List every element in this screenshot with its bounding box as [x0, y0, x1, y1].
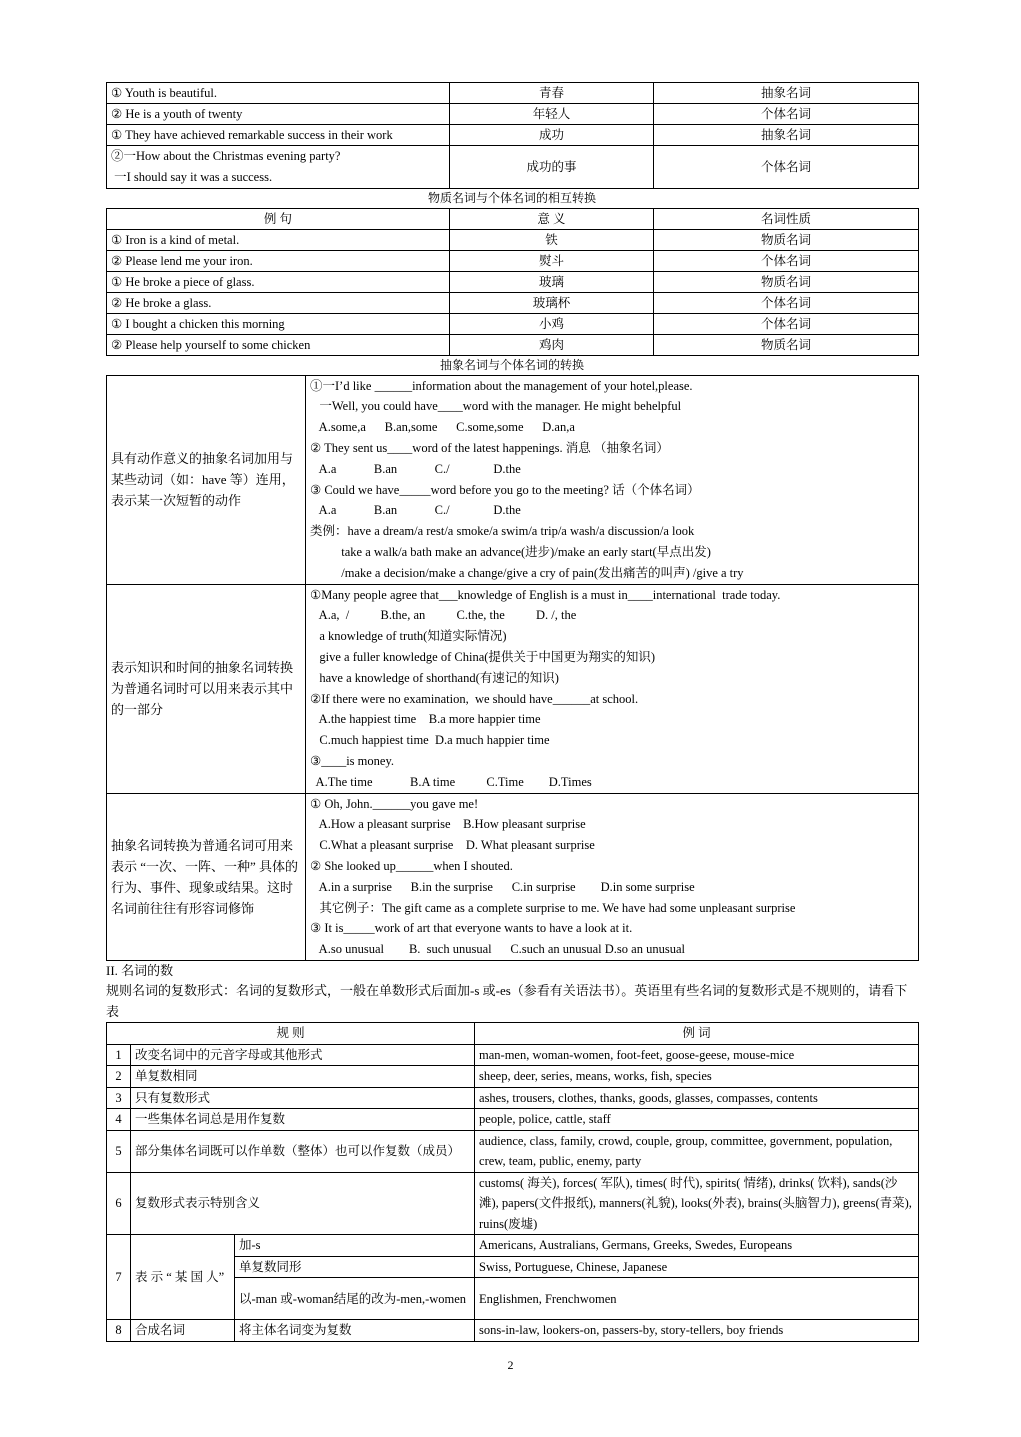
header-row	[107, 1023, 919, 1045]
type-cell: 个体名词	[654, 250, 919, 271]
subrule-cell: 加-s	[235, 1235, 475, 1257]
table-row	[107, 1172, 919, 1235]
description-cell: 抽象名词转换为普通名词可用来表示 “一次、一阵、一种” 具体的行为、事件、现象或结果。这时名词前往往有形容词修饰	[107, 793, 306, 960]
column-header: 名词性质	[654, 208, 919, 229]
type-cell: 个体名词	[654, 104, 919, 125]
example-line: ① Oh, John.______you gave me!	[310, 796, 479, 811]
table-row	[107, 1066, 919, 1088]
examples-cell: ashes, trousers, clothes, thanks, goods, glasses, compasses, contents	[475, 1087, 919, 1109]
row-number: 7	[107, 1235, 131, 1320]
row-number: 2	[107, 1066, 131, 1088]
example-line: ② She looked up______when I shouted.	[310, 858, 513, 873]
rule-cell: 只有复数形式	[131, 1087, 475, 1109]
meaning-cell: 熨斗	[450, 250, 654, 271]
example-cell	[107, 146, 450, 189]
rule-cell: 改变名词中的元音字母或其他形式	[131, 1044, 475, 1066]
example-line: A.a, / B.the, an C.the, the D. /, the	[310, 608, 577, 623]
example-line: ①一I’d like ______information about the management of your hotel,please.	[310, 378, 693, 393]
example-line: A.a B.an C./ D.the	[310, 461, 521, 476]
example-cell: ② He broke a glass.	[107, 292, 450, 313]
meaning-cell: 鸡肉	[450, 334, 654, 355]
type-cell: 抽象名词	[654, 125, 919, 146]
material-noun-table	[106, 208, 919, 356]
youth-success-table	[106, 82, 919, 189]
example-line: ①Many people agree that___knowledge of English is a must in____international trade today.	[310, 587, 781, 602]
table-row	[107, 584, 919, 793]
table-row	[107, 229, 919, 250]
meaning-cell: 成功的事	[450, 146, 654, 189]
subrule-cell: 将主体名词变为复数	[235, 1320, 475, 1342]
description-cell: 表示知识和时间的抽象名词转换为普通名词时可以用来表示其中的一部分	[107, 584, 306, 793]
row-number: 1	[107, 1044, 131, 1066]
example-line: ② They sent us____word of the latest happenings. 消息 （抽象名词）	[310, 441, 669, 455]
table-row	[107, 292, 919, 313]
table-row	[107, 104, 919, 125]
header-row	[107, 208, 919, 229]
examples-cell: man-men, woman-women, foot-feet, goose-geese, mouse-mice	[475, 1044, 919, 1066]
meaning-cell: 青春	[450, 83, 654, 104]
example-line: /make a decision/make a change/give a cry of pain(发出痛苦的叫声) /give a try	[310, 565, 744, 580]
abstract-noun-caption: 抽象名词与个体名词的转换	[439, 357, 584, 372]
table-row	[107, 375, 919, 584]
column-header: 例 词	[475, 1023, 919, 1045]
type-cell: 物质名词	[654, 334, 919, 355]
table-row	[107, 1320, 919, 1342]
example-line: 其它例子：The gift came as a complete surprise to me. We have had some unpleasant surprise	[310, 900, 796, 915]
example-line: take a walk/a bath make an advance(进步)/make an early start(早点出发)	[310, 544, 711, 559]
page-content	[106, 82, 918, 1342]
examples-cell	[306, 793, 919, 960]
table-row	[107, 1044, 919, 1066]
examples-cell: audience, class, family, crowd, couple, group, committee, government, population, crew, team, public, enemy, party	[475, 1130, 919, 1172]
type-cell: 个体名词	[654, 313, 919, 334]
example-cell: ① They have achieved remarkable success in their work	[107, 125, 450, 146]
examples-cell: Englishmen, Frenchwomen	[475, 1278, 919, 1320]
example-line: A.the happiest time B.a more happier time	[310, 712, 541, 727]
rule-cell: 一些集体名词总是用作复数	[131, 1109, 475, 1131]
rule-cell: 复数形式表示特别含义	[131, 1172, 475, 1235]
column-header: 意 义	[450, 208, 654, 229]
table-row	[107, 83, 919, 104]
example-line: have a knowledge of shorthand(有速记的知识)	[310, 670, 559, 685]
section-heading: II. 名词的数	[106, 962, 174, 978]
rule-cell: 单复数相同	[131, 1066, 475, 1088]
table-row	[107, 1109, 919, 1131]
row-number: 5	[107, 1130, 131, 1172]
example-line: ③____is money.	[310, 753, 395, 768]
example-line: ②一How about the Christmas evening party?	[111, 149, 341, 163]
table-row	[107, 250, 919, 271]
table-row	[107, 125, 919, 146]
table-row	[107, 1130, 919, 1172]
row-number: 6	[107, 1172, 131, 1235]
example-line: 类例：have a dream/a rest/a smoke/a swim/a trip/a wash/a discussion/a look	[310, 524, 695, 539]
rule-cell: 部分集体名词既可以作单数（整体）也可以作复数（成员）	[131, 1130, 475, 1172]
example-line: C.much happiest time D.a much happier time	[310, 733, 550, 748]
section-paragraph: 规则名词的复数形式：名词的复数形式，一般在单数形式后面加-s 或-es（参看有关语法书）。英语里有些名词的复数形式是不规则的，请看下表	[106, 983, 908, 1019]
table-row	[107, 1087, 919, 1109]
row-number: 8	[107, 1320, 131, 1342]
example-line: A.The time B.A time C.Time D.Times	[310, 774, 592, 789]
rule-cell: 表 示 “ 某 国 人”	[131, 1235, 235, 1320]
column-header: 规 则	[107, 1023, 475, 1045]
table-row	[107, 334, 919, 355]
example-line: A.in a surprise B.in the surprise C.in surprise D.in some surprise	[310, 879, 695, 894]
example-cell: ① Youth is beautiful.	[107, 83, 450, 104]
example-line: ③ Could we have_____word before you go to the meeting? 话（个体名词）	[310, 482, 700, 497]
example-line: C.What a pleasant surprise D. What pleasant surprise	[310, 838, 595, 853]
description-cell: 具有动作意义的抽象名词加用与某些动词（如：have 等）连用，表示某一次短暂的动作	[107, 375, 306, 584]
rule-cell: 合成名词	[131, 1320, 235, 1342]
abstract-noun-table	[106, 375, 919, 961]
type-cell: 物质名词	[654, 229, 919, 250]
examples-cell: Swiss, Portuguese, Chinese, Japanese	[475, 1256, 919, 1278]
table-row	[107, 146, 919, 189]
example-line: 一Well, you could have____word with the manager. He might behelpful	[310, 399, 682, 414]
type-cell: 抽象名词	[654, 83, 919, 104]
example-cell: ① I bought a chicken this morning	[107, 313, 450, 334]
type-cell: 个体名词	[654, 146, 919, 189]
example-cell: ② Please help yourself to some chicken	[107, 334, 450, 355]
examples-cell: customs( 海关), forces( 军队), times( 时代), spirits( 情绪), drinks( 饮料), sands(沙滩), papers(文件报纸), manners(礼貌), looks(外表), brains(头脑智力), greens(青菜), ruins(废墟)	[475, 1172, 919, 1235]
example-cell: ① Iron is a kind of metal.	[107, 229, 450, 250]
examples-cell: people, police, cattle, staff	[475, 1109, 919, 1131]
table-row	[107, 793, 919, 960]
meaning-cell: 成功	[450, 125, 654, 146]
plural-rules-table	[106, 1022, 919, 1342]
material-noun-caption: 物质名词与个体名词的相互转换	[427, 190, 596, 205]
example-line: A.a B.an C./ D.the	[310, 503, 521, 518]
example-line: A.some,a B.an,some C.some,some D.an,a	[310, 420, 575, 435]
example-line: ③ It is_____work of art that everyone wants to have a look at it.	[310, 921, 633, 936]
example-line: give a fuller knowledge of China(提供关于中国更为翔实的知识)	[310, 649, 656, 664]
examples-cell	[306, 375, 919, 584]
type-cell: 个体名词	[654, 292, 919, 313]
examples-cell	[306, 584, 919, 793]
table-row	[107, 271, 919, 292]
example-line: A.How a pleasant surprise B.How pleasant surprise	[310, 817, 586, 832]
example-line: a knowledge of truth(知道实际情况)	[310, 629, 507, 644]
examples-cell: sheep, deer, series, means, works, fish, species	[475, 1066, 919, 1088]
subrule-cell: 单复数同形	[235, 1256, 475, 1278]
meaning-cell: 小鸡	[450, 313, 654, 334]
type-cell: 物质名词	[654, 271, 919, 292]
subrule-cell: 以-man 或-woman结尾的改为-men,-women	[235, 1278, 475, 1320]
row-number: 4	[107, 1109, 131, 1131]
examples-cell: Americans, Australians, Germans, Greeks, Swedes, Europeans	[475, 1235, 919, 1257]
example-cell: ① He broke a piece of glass.	[107, 271, 450, 292]
table-row	[107, 313, 919, 334]
example-cell: ② He is a youth of twenty	[107, 104, 450, 125]
row-number: 3	[107, 1087, 131, 1109]
meaning-cell: 铁	[450, 229, 654, 250]
meaning-cell: 玻璃杯	[450, 292, 654, 313]
example-line: A.so unusual B. such unusual C.such an unusual D.so an unusual	[310, 942, 685, 957]
examples-cell: sons-in-law, lookers-on, passers-by, story-tellers, boy friends	[475, 1320, 919, 1342]
meaning-cell: 玻璃	[450, 271, 654, 292]
column-header: 例 句	[107, 208, 450, 229]
example-line: ②If there were no examination, we should have______at school.	[310, 691, 639, 706]
table-row	[107, 1235, 919, 1257]
meaning-cell: 年轻人	[450, 104, 654, 125]
page-number: 2	[507, 1358, 514, 1372]
example-line: 一I should say it was a success.	[111, 169, 273, 184]
example-cell: ② Please lend me your iron.	[107, 250, 450, 271]
